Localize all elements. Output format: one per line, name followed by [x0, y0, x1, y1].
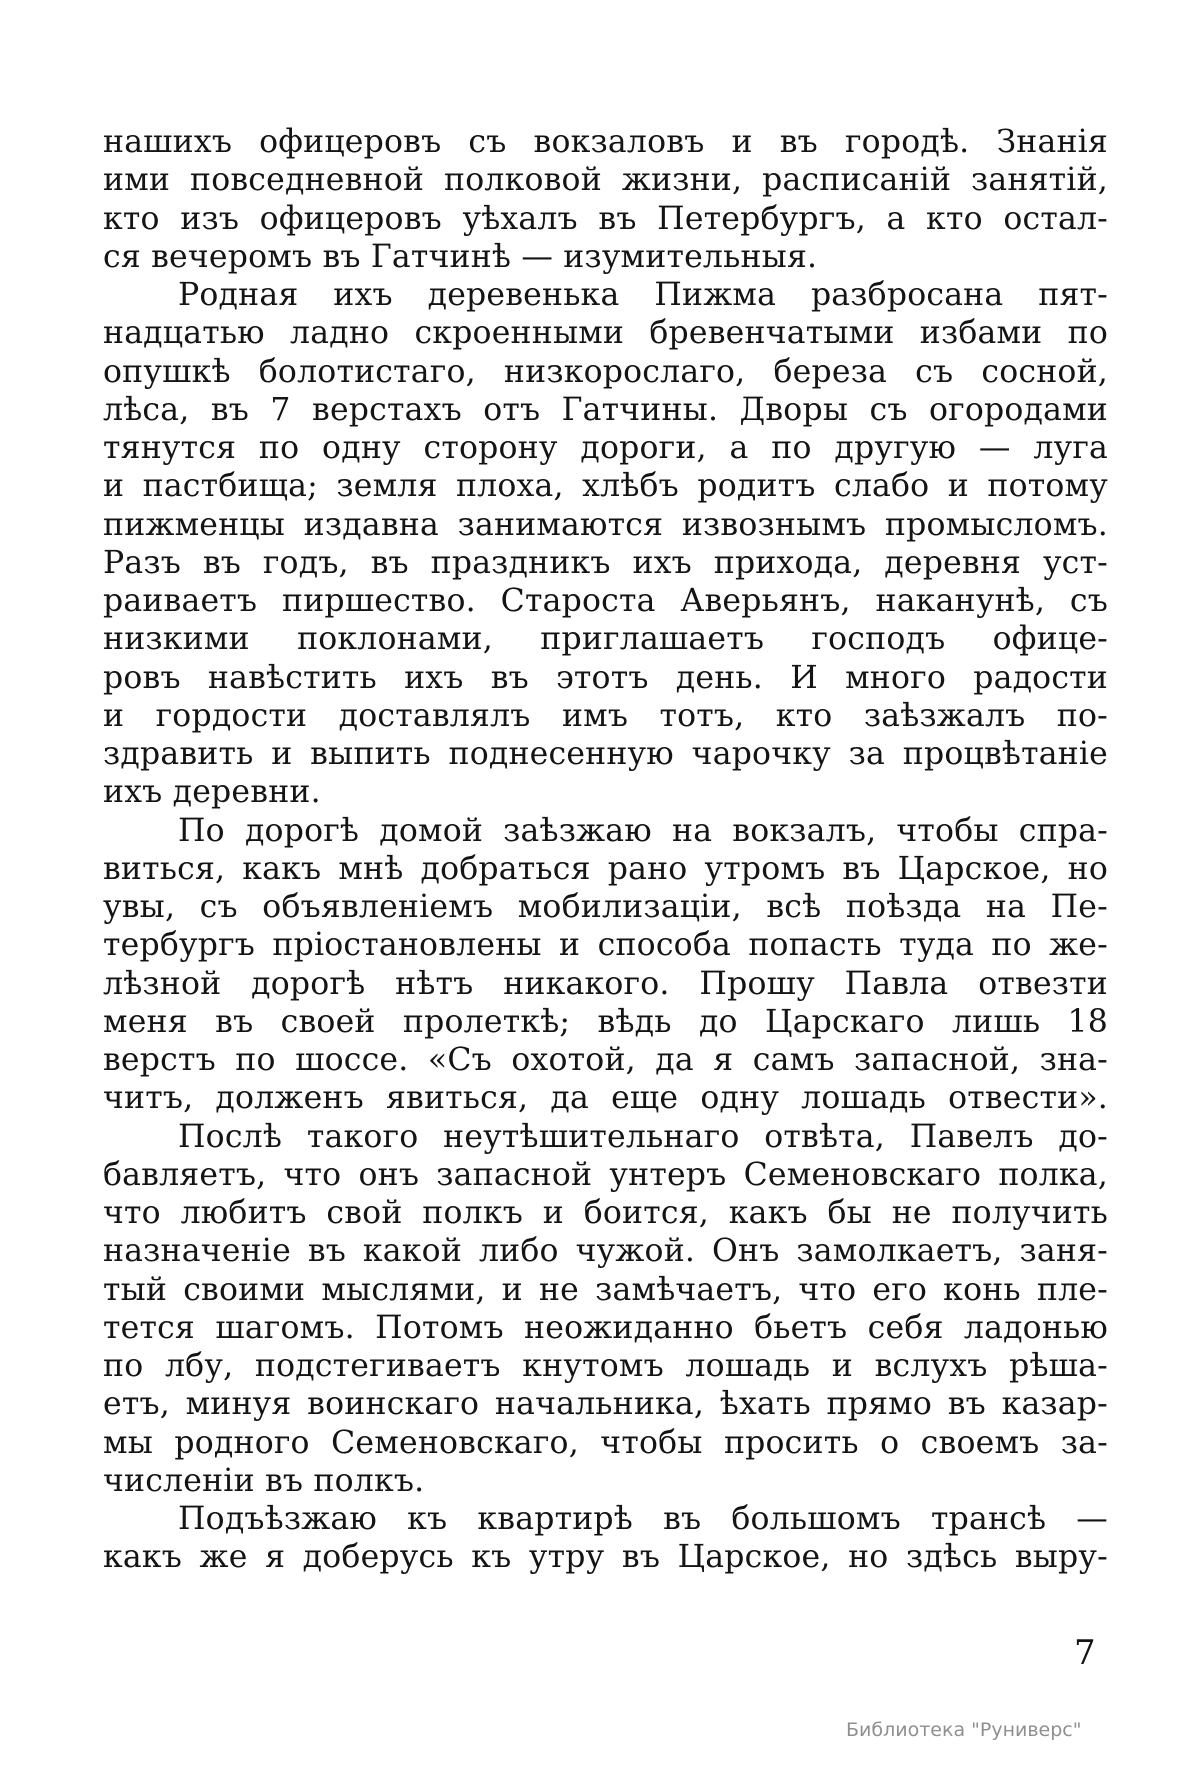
text-line: ими повседневной полковой жизни, расписаній занятій,: [103, 162, 1108, 199]
text-line: тый своими мыслями, и не замѣчаетъ, что его конь пле-: [103, 1271, 1108, 1308]
paragraph-start-line: По дорогѣ домой заѣзжаю на вокзалъ, чтобы спра-: [178, 812, 1108, 849]
text-line: какъ же я доберусь къ утру въ Царское, но здѣсь выру-: [103, 1539, 1108, 1576]
text-line: раиваетъ пиршество. Староста Аверьянъ, наканунѣ, съ: [103, 583, 1108, 619]
library-watermark: Библиотека "Руниверс": [846, 1719, 1082, 1741]
text-line: назначеніе въ какой либо чужой. Онъ замолкаетъ, заня-: [103, 1233, 1108, 1270]
text-line: лѣзной дорогѣ нѣтъ никакого. Прошу Павла отвезти: [103, 965, 1108, 1002]
page-number: 7: [1074, 1633, 1096, 1673]
text-line: читъ, долженъ явиться, да еще одну лошадь отвести».: [103, 1080, 1108, 1117]
text-line: Разъ въ годъ, въ праздникъ ихъ прихода, деревня уст-: [103, 544, 1108, 581]
text-line: опушкѣ болотистаго, низкорослаго, береза съ сосной,: [103, 353, 1108, 390]
paragraph-start-line: Послѣ такого неутѣшительнаго отвѣта, Павелъ до-: [178, 1118, 1108, 1155]
text-line: и гордости доставлялъ имъ тотъ, кто заѣзжалъ по-: [103, 697, 1108, 734]
text-line: пижменцы издавна занимаются извознымъ промысломъ.: [103, 506, 1108, 543]
text-line: лѣса, въ 7 верстахъ отъ Гатчины. Дворы съ огородами: [103, 391, 1108, 428]
text-line: ровъ навѣстить ихъ въ этотъ день. И много радости: [103, 659, 1108, 696]
body-text: [103, 123, 1108, 1577]
text-line: ихъ деревни.: [103, 774, 321, 811]
text-line: верстъ по шоссе. «Съ охотой, да я самъ запасной, зна-: [103, 1042, 1108, 1078]
text-line: увы, съ объявленіемъ мобилизаціи, всѣ поѣзда на Пе-: [103, 889, 1108, 925]
text-line: мы родного Семеновскаго, чтобы просить о своемъ за-: [103, 1424, 1108, 1461]
text-line: тербургъ пріостановлены и способа попасть туда по же-: [103, 927, 1108, 964]
text-line: что любитъ свой полкъ и боится, какъ бы не получить: [103, 1195, 1108, 1231]
text-line: численіи въ полкъ.: [103, 1462, 425, 1499]
text-line: меня въ своей пролеткѣ; вѣдь до Царскаго лишь 18: [103, 1003, 1108, 1040]
paragraph-start-line: Подъѣзжаю къ квартирѣ въ большомъ трансѣ —: [178, 1501, 1108, 1537]
paragraph-start-line: Родная ихъ деревенька Пижма разбросана пят-: [178, 277, 1108, 313]
text-line: етъ, минуя воинскаго начальника, ѣхать прямо въ казар-: [103, 1386, 1108, 1423]
text-line: здравить и выпить поднесенную чарочку за процвѣтаніе: [103, 736, 1108, 772]
text-line: низкими поклонами, приглашаетъ господъ офице-: [103, 621, 1108, 658]
text-line: кто изъ офицеровъ уѣхалъ въ Петербургъ, а кто остал-: [103, 200, 1108, 237]
text-line: по лбу, подстегиваетъ кнутомъ лошадь и вслухъ рѣша-: [103, 1348, 1108, 1384]
text-line: тется шагомъ. Потомъ неожиданно бьетъ себя ладонью: [103, 1309, 1108, 1346]
text-line: надцатью ладно скроенными бревенчатыми избами по: [103, 315, 1108, 352]
text-line: и пастбища; земля плоха, хлѣбъ родитъ слабо и потому: [103, 468, 1108, 505]
text-line: виться, какъ мнѣ добраться рано утромъ въ Царское, но: [103, 850, 1108, 887]
text-line: тянутся по одну сторону дороги, а по другую — луга: [103, 430, 1108, 466]
text-line: нашихъ офицеровъ съ вокзаловъ и въ городѣ. Знанія: [103, 124, 1108, 160]
text-line: ся вечеромъ въ Гатчинѣ — изумительныя.: [103, 238, 818, 275]
text-line: бавляетъ, что онъ запасной унтеръ Семеновскаго полка,: [103, 1156, 1108, 1193]
